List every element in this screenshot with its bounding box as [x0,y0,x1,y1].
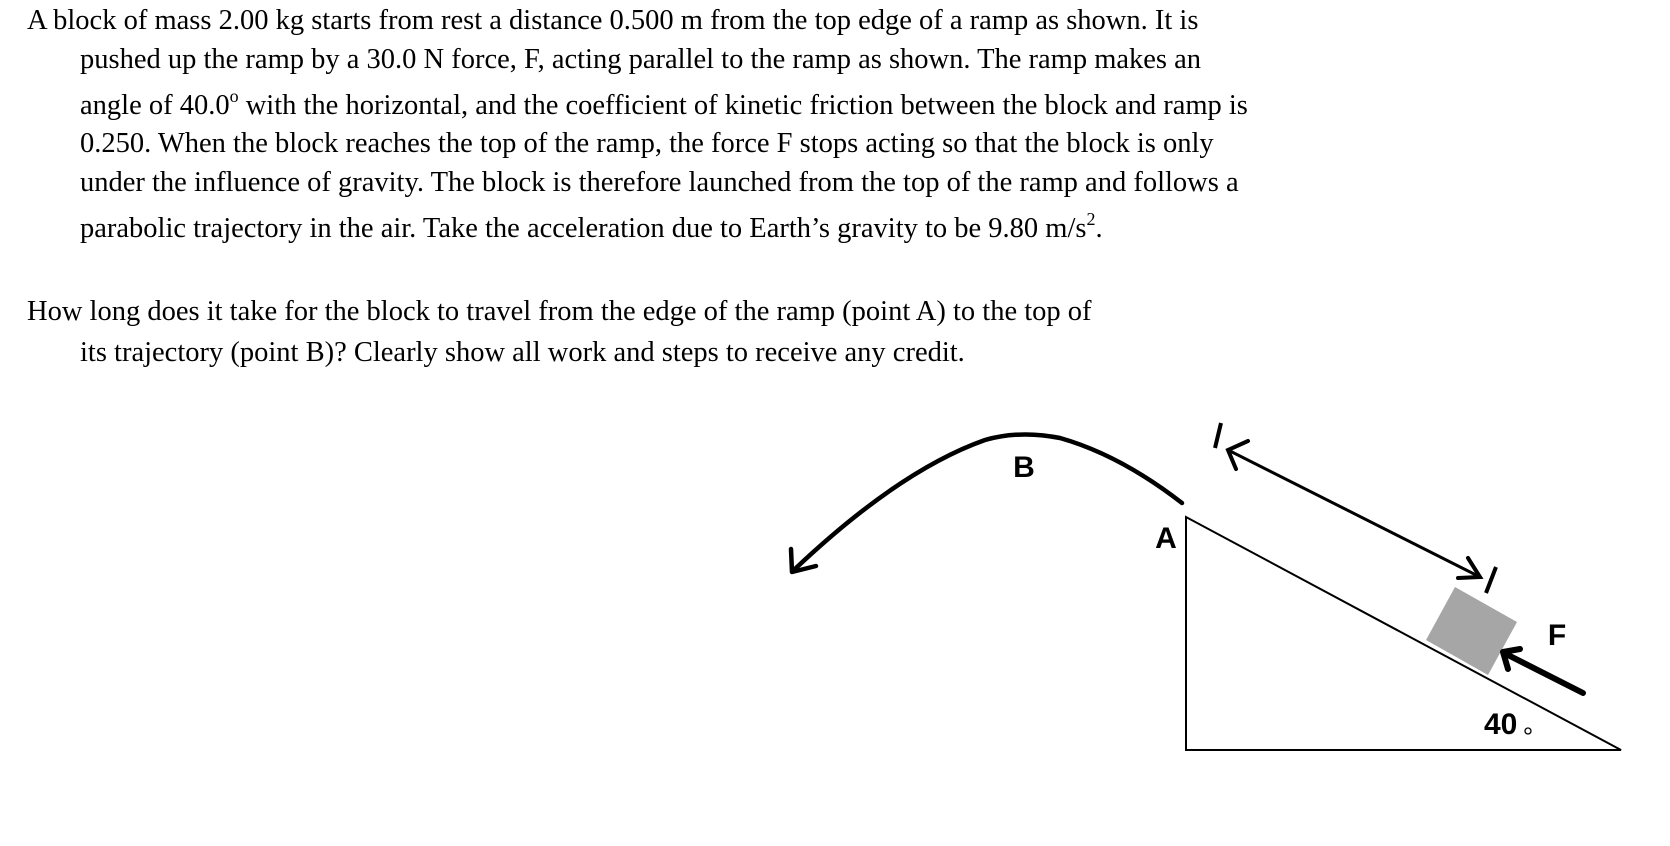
angle-text: angle of 40.0 [80,90,230,121]
degree-symbol-icon [1525,728,1531,734]
force-arrow-line [1506,654,1583,693]
trajectory-curve [796,434,1182,568]
gravity-text: parabolic trajectory in the air. Take the acceleration due to Earth’s gravity to be 9.80 m/s [80,213,1087,244]
squared-sup: 2 [1086,209,1096,229]
distance-arrow-line [1228,450,1480,577]
problem-line-5: under the influence of gravity. The block is therefore launched from the top of the ramp and follows a [80,167,1239,198]
label-f: F [1547,619,1567,652]
problem-line-2: pushed up the ramp by a 30.0 N force, F, acting parallel to the ramp as shown. The ramp makes an [80,44,1202,75]
angle-label: 40 [1484,708,1518,741]
problem-line-4: 0.250. When the block reaches the top of the ramp, the force F stops acting so that the block is only [80,128,1214,159]
label-b: B [1013,451,1035,484]
distance-tick-top [1215,423,1221,448]
angle-text-post: with the horizontal, and the coefficient of kinetic friction between the block and ramp is [238,90,1248,121]
gravity-text-post: . [1095,213,1103,244]
question-line-1: How long does it take for the block to travel from the edge of the ramp (point A) to the top of [27,296,1092,327]
distance-tick-bottom [1486,567,1496,593]
label-a: A [1155,522,1177,555]
problem-line-1: A block of mass 2.00 kg starts from rest a distance 0.500 m from the top edge of a ramp as shown. It is [27,5,1199,36]
degree-sup: o [229,86,239,106]
question-line-2: its trajectory (point B)? Clearly show all work and steps to receive any credit. [80,337,965,368]
